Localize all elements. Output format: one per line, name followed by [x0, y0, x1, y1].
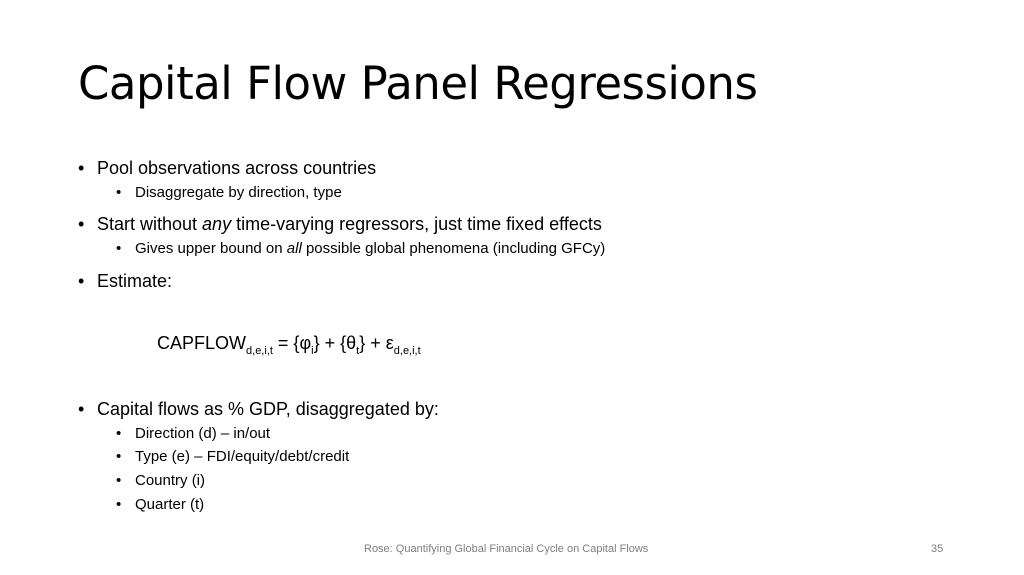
sub-bullet-disaggregate — [116, 183, 342, 202]
bullet-text: Type (e) – FDI/equity/debt/credit — [135, 448, 350, 465]
bullet-dot — [116, 447, 135, 466]
equation-lhs-subscript: d,e,i,t — [246, 345, 273, 357]
slide-title: Capital Flow Panel Regressions — [78, 57, 758, 110]
equation-epsilon: } + ε — [359, 333, 394, 353]
equation-theta: } + {θ — [313, 333, 357, 353]
bullet-text-emphasis: any — [202, 214, 232, 234]
bullet-text: Direction (d) – in/out — [135, 425, 271, 442]
bullet-text-emphasis: all — [286, 240, 302, 257]
bullet-dot — [116, 471, 135, 490]
bullet-dot — [116, 239, 135, 258]
bullet-text: Country (i) — [135, 472, 206, 489]
bullet-text: Disaggregate by direction, type — [135, 184, 342, 201]
bullet-text-post: time-varying regressors, just time fixed effects — [231, 214, 602, 234]
bullet-text-pre: Gives upper bound on — [135, 240, 287, 257]
bullet-dot — [78, 398, 97, 420]
sub-bullet-quarter — [116, 495, 204, 514]
equation-epsilon-subscript: d,e,i,t — [393, 345, 421, 357]
bullet-text-pre: Start without — [97, 214, 203, 234]
bullet-text: Capital flows as % GDP, disaggregated by: — [97, 399, 439, 419]
bullet-start-without — [78, 213, 602, 235]
page-number: 35 — [931, 543, 944, 555]
regression-equation — [157, 332, 421, 362]
bullet-text: Pool observations across countries — [97, 158, 377, 178]
bullet-text: Estimate: — [97, 271, 173, 291]
equation-phi-subscript: i — [311, 345, 314, 357]
bullet-text-post: possible global phenomena (including GFCy) — [301, 240, 606, 257]
bullet-dot — [116, 424, 135, 443]
sub-bullet-type — [116, 447, 349, 466]
bullet-dot — [78, 157, 97, 179]
equation-lhs: CAPFLOW — [157, 333, 247, 353]
sub-bullet-direction — [116, 424, 270, 443]
sub-bullet-country — [116, 471, 205, 490]
equation-phi: = {φ — [272, 333, 312, 353]
bullet-pool-observations — [78, 157, 376, 179]
bullet-capital-flows — [78, 398, 439, 420]
bullet-text: Quarter (t) — [135, 496, 205, 513]
sub-bullet-upper-bound — [116, 239, 605, 258]
equation-theta-subscript: t — [356, 345, 360, 357]
bullet-dot — [116, 183, 135, 202]
bullet-dot — [116, 495, 135, 514]
footer-text: Rose: Quantifying Global Financial Cycle on Capital Flows — [364, 543, 649, 555]
bullet-dot — [78, 270, 97, 292]
bullet-dot — [78, 213, 97, 235]
bullet-estimate — [78, 270, 172, 292]
